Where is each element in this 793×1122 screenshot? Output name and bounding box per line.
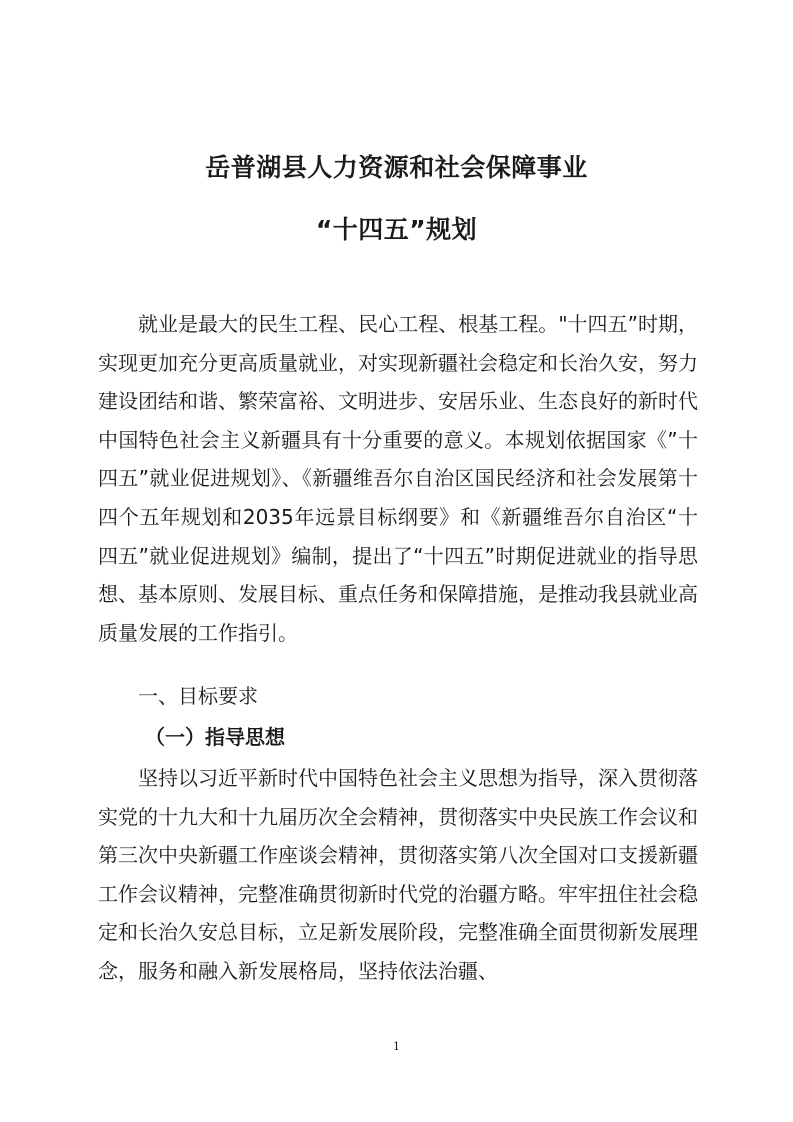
guiding-paragraph: 坚持以习近平新时代中国特色社会主义思想为指导，深入贯彻落实党的十九大和十九届历次全会精神，贯彻落实中央民族工作会议和第三次中央新疆工作座谈会精神，贯彻落实第八次全国对口支援新疆工作会议精神，完整准确贯彻新时代党的治疆方略。牢牢扭住社会稳定和长治久安总目标，立足新发展阶段，完整准确全面贯彻新发展理念，服务和融入新发展格局，坚持依法治疆、 bbox=[98, 766, 698, 983]
intro-paragraph: 就业是最大的民生工程、民心工程、根基工程。"十四五”时期，实现更加充分更高质量就业，对实现新疆社会稳定和长治久安，努力建设团结和谐、繁荣富裕、文明进步、安居乐业、生态良好的新时代中国特色社会主义新疆具有十分重要的意义。本规划依据国家《”十四五”就业促进规划》、《新疆维吾尔自治区国民经济和社会发展第十四个五年规划和2035年远景目标纲要》和《新疆维吾尔自治区“十四五”就业促进规划》编制，提出了“十四五”时期促进就业的指导思想、基本原则、发展目标、重点任务和保障措施，是推动我县就业高质量发展的工作指引。 bbox=[98, 312, 698, 645]
section-heading: 一、目标要求 bbox=[138, 684, 258, 708]
page-number: 1 bbox=[393, 1040, 400, 1053]
document-title-line-2: “十四五”规划 bbox=[315, 215, 478, 244]
document-title-line-1: 岳普湖县人力资源和社会保障事业 bbox=[205, 153, 588, 182]
subsection-heading: （一）指导思想 bbox=[145, 725, 285, 749]
